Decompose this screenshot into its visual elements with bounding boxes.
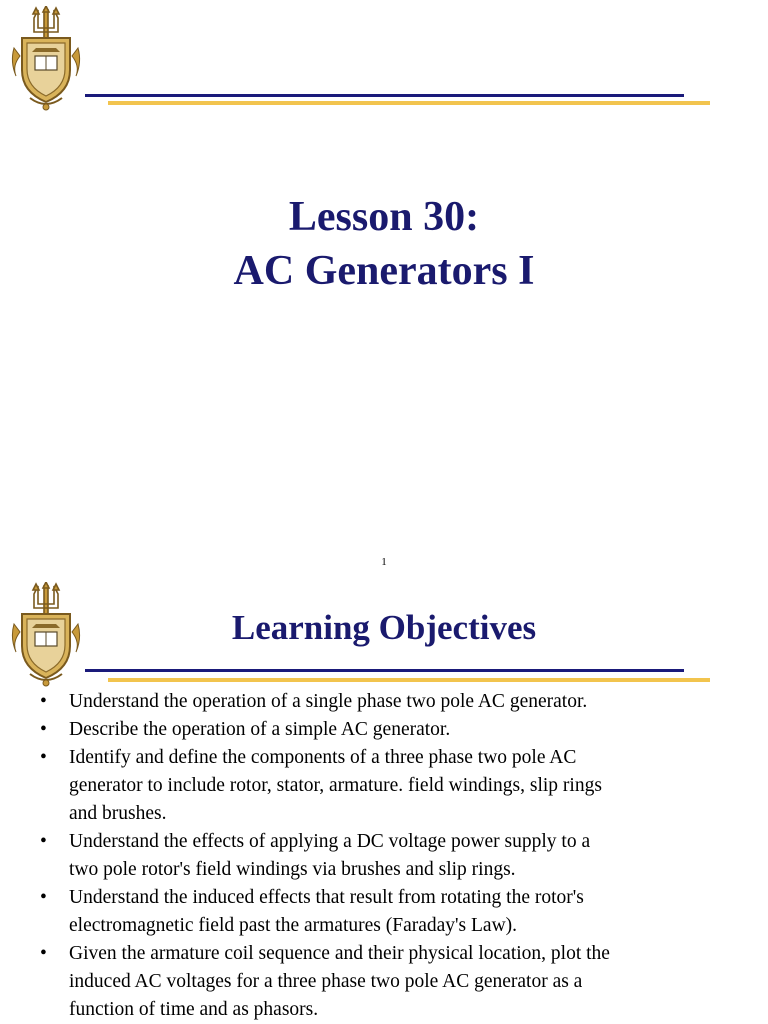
bullet-icon: • (40, 747, 47, 768)
naval-academy-crest-icon (8, 6, 84, 112)
page-number: 1 (381, 556, 387, 568)
objectives-title: Learning Objectives (231, 608, 537, 647)
header-rule-gold (108, 678, 710, 682)
objective-line: Understand the effects of applying a DC voltage power supply to a (69, 831, 591, 852)
objective-line: induced AC voltages for a three phase two pole AC generator as a (69, 971, 583, 992)
objective-line: Understand the induced effects that result from rotating the rotor's (69, 887, 584, 908)
objective-line: Describe the operation of a simple AC generator. (69, 719, 451, 740)
slide-title (0, 190, 768, 298)
header-rule-gold (108, 101, 710, 105)
objective-item (40, 744, 730, 828)
title-line-1: Lesson 30: (288, 194, 480, 240)
title-line-2: AC Generators I (233, 248, 535, 294)
objective-item (40, 716, 730, 744)
bullet-icon: • (40, 831, 47, 852)
objective-item (40, 884, 730, 940)
objective-item (40, 828, 730, 884)
bullet-icon: • (40, 719, 47, 740)
header-rule-blue (85, 669, 684, 672)
objective-line: Given the armature coil sequence and their physical location, plot the (69, 943, 610, 964)
objective-line: and brushes. (69, 803, 167, 824)
bullet-icon: • (40, 943, 47, 964)
objective-line: Identify and define the components of a three phase two pole AC (69, 747, 577, 768)
objective-line: generator to include rotor, stator, armature. field windings, slip rings (69, 775, 602, 796)
objective-item (40, 688, 730, 716)
objectives-slide (0, 576, 768, 1024)
objectives-list (40, 688, 730, 1024)
objective-item (40, 940, 730, 1024)
bullet-icon: • (40, 887, 47, 908)
header-rule-blue (85, 94, 684, 97)
objective-line: Understand the operation of a single phase two pole AC generator. (69, 691, 588, 712)
objective-line: two pole rotor's field windings via brushes and slip rings. (69, 859, 516, 880)
objective-line: electromagnetic field past the armatures (Faraday's Law). (69, 915, 518, 936)
bullet-icon: • (40, 691, 47, 712)
objective-line: function of time and as phasors. (69, 999, 319, 1020)
